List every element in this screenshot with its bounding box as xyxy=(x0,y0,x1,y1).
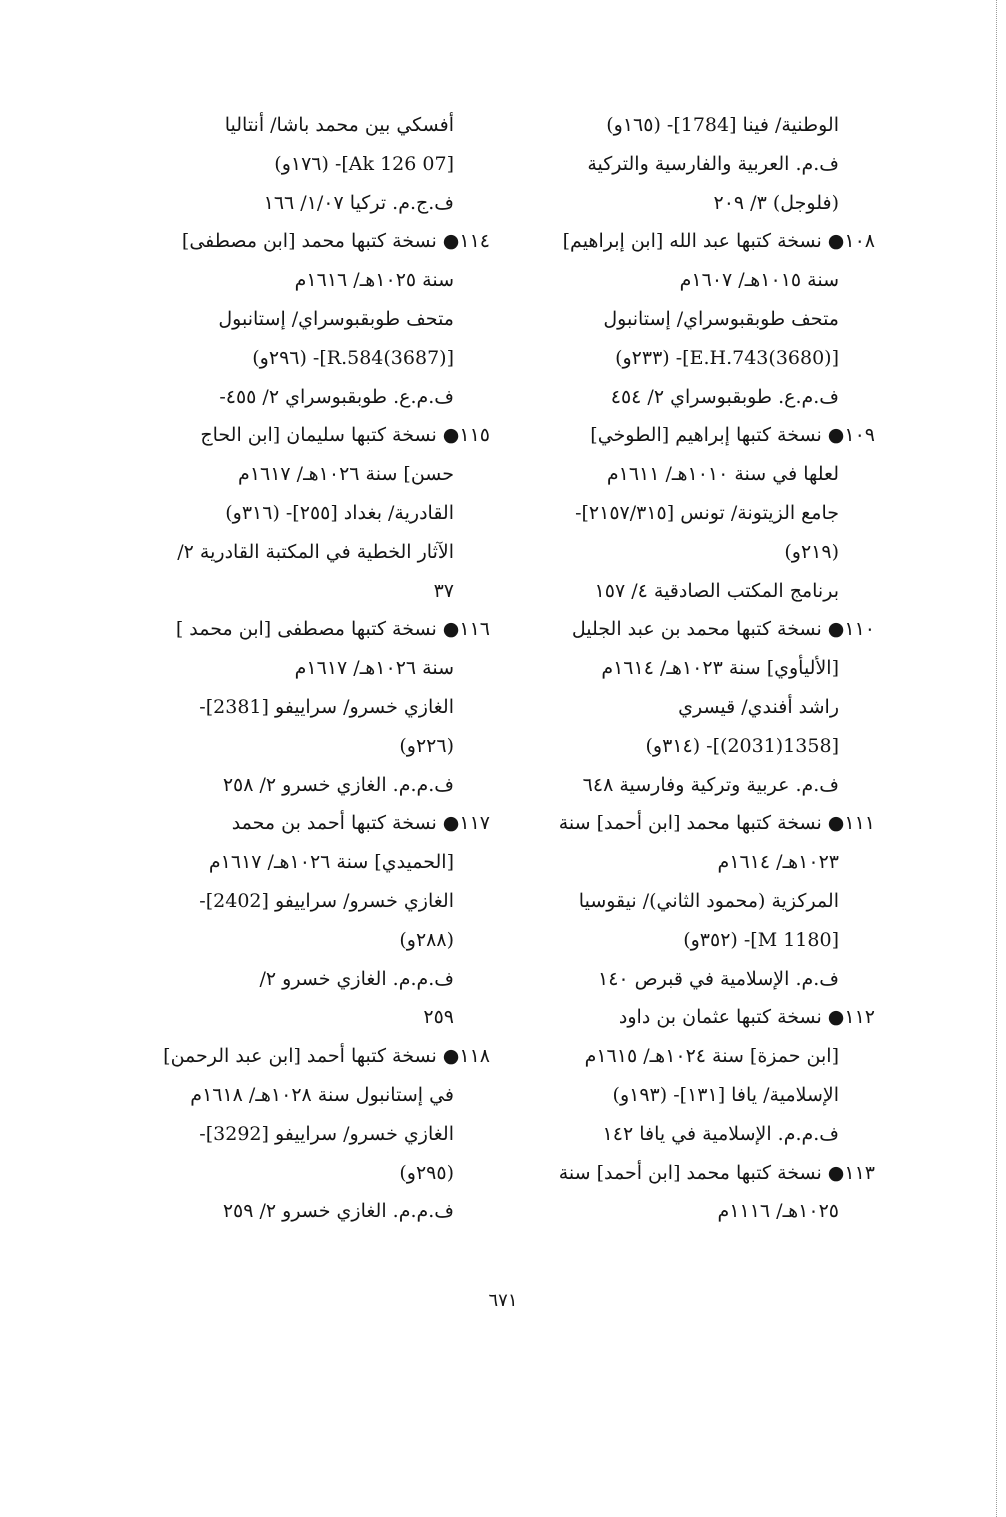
entry-line: ف.ج.م. تركيا ١/٠٧/ ١٦٦ xyxy=(263,191,454,214)
entry-line: ف.م.ع. طوبقبوسراي ٢/ ٤٥٥- xyxy=(219,385,454,408)
entry-line: (فلوجل) ٣/ ٢٠٩ xyxy=(713,191,839,214)
entry-line: حسن] سنة ١٠٢٦هـ/ ١٦١٧م xyxy=(238,463,454,486)
entry-line: ف.م.م. الإسلامية في يافا ١٤٢ xyxy=(602,1122,839,1145)
entry-heading: ١١٢● نسخة كتبها عثمان بن داود xyxy=(618,1006,875,1029)
entry-line: ١٠٢٥هـ/ ١١١٦م xyxy=(717,1200,839,1223)
entry-heading: ١١٧● نسخة كتبها أحمد بن محمد xyxy=(231,812,490,835)
entry-line: [M 1180]- (٣٥٢و) xyxy=(683,928,839,951)
entry-line: ١٠٢٣هـ/ ١٦١٤م xyxy=(717,851,839,874)
left-column xyxy=(130,106,490,1231)
entry-line: راشد أفندي/ قيسري xyxy=(678,695,839,718)
entry-line: ف.م. العربية والفارسية والتركية xyxy=(587,152,839,175)
page-number: ٦٧١ xyxy=(488,1290,518,1311)
entry-line: سنة ١٠٢٥هـ/ ١٦١٦م xyxy=(294,269,454,292)
entry-line: لعلها في سنة ١٠١٠هـ/ ١٦١١م xyxy=(606,463,839,486)
entry-line: (٢٢٦و) xyxy=(399,734,454,757)
entry-line: الوطنية/ فينا [1784]- (١٦٥و) xyxy=(606,114,839,136)
entry-line: الغازي خسرو/ سراييفو [3292]- xyxy=(199,1122,454,1145)
entry-line: الغازي خسرو/ سراييفو [2402]- xyxy=(199,889,454,912)
entry-line: ٣٧ xyxy=(433,579,454,602)
entry-line: [ابن حمزة] سنة ١٠٢٤هـ/ ١٦١٥م xyxy=(584,1045,839,1068)
entry-heading: ١١١● نسخة كتبها محمد [ابن أحمد] سنة xyxy=(558,812,875,835)
entry-line: [الأليأوي] سنة ١٠٢٣هـ/ ١٦١٤م xyxy=(601,657,839,680)
entry-line: جامع الزيتونة/ تونس [٢١٥٧/٣١٥]- xyxy=(575,501,839,524)
entry-line: في إستانبول سنة ١٠٢٨هـ/ ١٦١٨م xyxy=(190,1083,454,1106)
entry-line: أفسكي بين محمد باشا/ أنتاليا xyxy=(224,114,454,136)
entry-heading: ١١٣● نسخة كتبها محمد [ابن أحمد] سنة xyxy=(558,1161,875,1184)
entry-line: (٢٩٥و) xyxy=(399,1161,454,1184)
entry-line: برنامج المكتب الصادقية ٤/ ١٥٧ xyxy=(594,579,839,602)
entry-heading: ١١٦● نسخة كتبها مصطفى [ابن محمد ] xyxy=(175,618,490,641)
entry-heading: ١١٨● نسخة كتبها أحمد [ابن عبد الرحمن] xyxy=(163,1045,490,1068)
entry-line: ف.م. الإسلامية في قبرص ١٤٠ xyxy=(598,967,839,990)
entry-heading: ١١٥● نسخة كتبها سليمان [ابن الحاج xyxy=(200,424,490,447)
entry-heading: ١١٠● نسخة كتبها محمد بن عبد الجليل xyxy=(571,618,875,641)
entry-line: [1358(2031)]- (٣١٤و) xyxy=(645,734,839,757)
entry-line: الغازي خسرو/ سراييفو [2381]- xyxy=(199,695,454,718)
entry-line: ف.م.م. الغازي خسرو ٢/ ٢٥٨ xyxy=(222,773,454,796)
entry-line: (٢٨٨و) xyxy=(399,928,454,951)
entry-line: القادرية/ بغداد [٢٥٥]- (٣١٦و) xyxy=(225,501,454,524)
entry-line: ف.م.م. الغازي خسرو ٢/ xyxy=(259,967,454,990)
entry-line: سنة ١٠٢٦هـ/ ١٦١٧م xyxy=(294,657,454,680)
entry-line: ف.م.م. الغازي خسرو ٢/ ٢٥٩ xyxy=(222,1200,454,1223)
entry-line: المركزية (محمود الثاني)/ نيقوسيا xyxy=(578,889,839,912)
entry-line: متحف طوبقبوسراي/ إستانبول xyxy=(218,307,454,330)
entry-line: [R.584(3687)]- (٢٩٦و) xyxy=(252,346,454,369)
right-column xyxy=(520,106,875,1231)
entry-line: الآثار الخطية في المكتبة القادرية ٢/ xyxy=(177,540,454,563)
entry-line: (٢١٩و) xyxy=(784,540,839,563)
entry-line: الإسلامية/ يافا [١٣١]- (١٩٣و) xyxy=(612,1083,839,1106)
entry-line: متحف طوبقبوسراي/ إستانبول xyxy=(603,307,839,330)
entry-line: [07 Ak 126]- (١٧٦و) xyxy=(274,152,454,175)
entry-line: ف.م. عربية وتركية وفارسية ٦٤٨ xyxy=(582,773,839,796)
entry-heading: ١٠٨● نسخة كتبها عبد الله [ابن إبراهيم] xyxy=(562,230,875,253)
entry-line: [(3680)E.H.743]- (٢٣٣و) xyxy=(615,346,839,369)
entry-line: [الحميدي] سنة ١٠٢٦هـ/ ١٦١٧م xyxy=(208,851,454,874)
entry-line: سنة ١٠١٥هـ/ ١٦٠٧م xyxy=(679,269,839,292)
entry-line: ف.م.ع. طوبقبوسراي ٢/ ٤٥٤ xyxy=(610,385,839,408)
entry-line: ٢٥٩ xyxy=(423,1006,454,1029)
entry-heading: ١١٤● نسخة كتبها محمد [ابن مصطفى] xyxy=(181,230,490,253)
entry-heading: ١٠٩● نسخة كتبها إبراهيم [الطوخي] xyxy=(590,424,875,447)
